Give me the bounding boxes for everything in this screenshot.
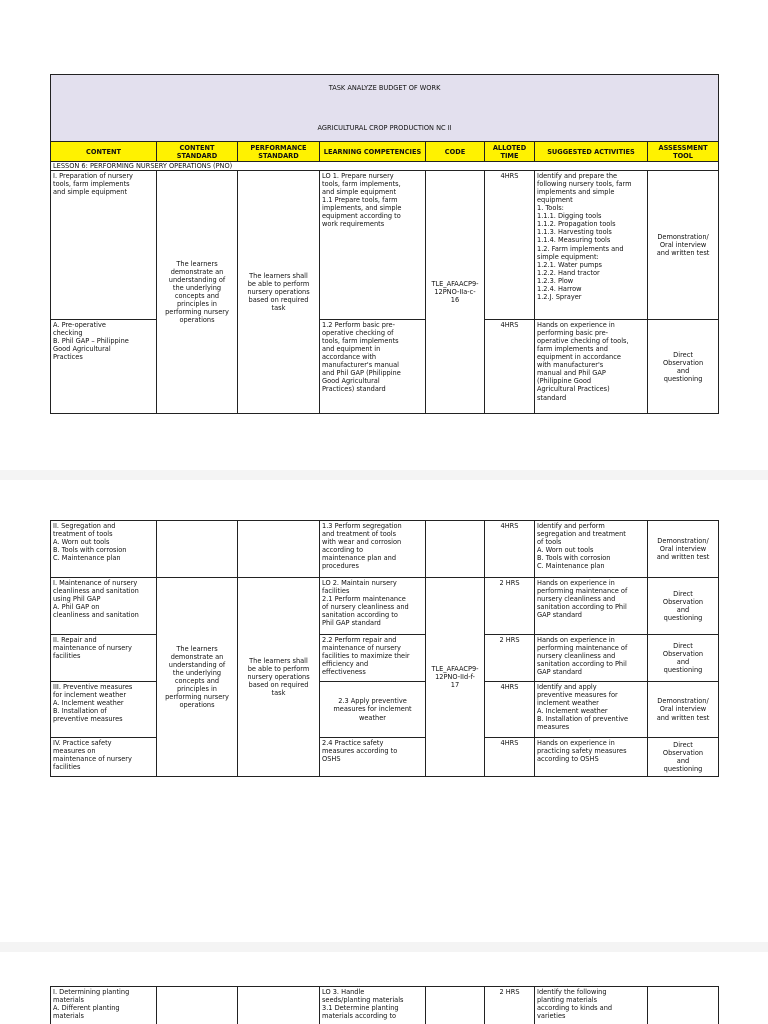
time-cell: 4HRS [485,171,535,320]
table-row [51,738,719,777]
activities-cell: Hands on experience in practicing safety measures according to OSHS [535,738,648,777]
time-cell: 4HRS [485,320,535,414]
code-cell: TLE_AFAACP9- 12PNO-IIa-c- 16 [426,171,485,414]
time-cell: 4HRS [485,521,535,578]
table-row [51,987,719,1024]
content-cell: II. Repair and maintenance of nursery facilities [51,635,157,682]
activities-cell: Identify the following planting materials according to kinds and varieties [535,987,648,1024]
code-cell-empty [426,987,485,1024]
table-row [51,578,719,635]
header-content-standard: CONTENT STANDARD [157,142,238,162]
activities-cell: Hands on experience in performing basic pre- operative checking of tools, farm implements and equipment in accordance with manufacturer's manual and Phil GAP (Philippine Good Agricultural Practices) standard [535,320,648,414]
document-subtitle: AGRICULTURAL CROP PRODUCTION NC II [317,124,452,133]
performance-standard-cell-empty [238,987,320,1024]
content-cell: I. Preparation of nursery tools, farm implements and simple equipment [51,171,157,320]
time-cell: 4HRS [485,738,535,777]
competency-cell: LO 2. Maintain nursery facilities 2.1 Perform maintenance of nursery cleanliness and sanitation according to Phil GAP standard [320,578,426,635]
activities-cell: Identify and prepare the following nursery tools, farm implements and simple equipment 1. Tools: 1.1.1. Digging tools 1.1.2. Propagation tools 1.1.3. Harvesting tools 1.1.4. Measuring tools 1.2. Farm implements and simple equipment: 1.2.1. Water pumps 1.2.2. Hand tractor 1.2.3. Plow 1.2.4. Harrow 1.2.J. Sprayer [535,171,648,320]
competency-cell: 2.3 Apply preventive measures for inclement weather [320,682,426,738]
time-cell: 2 HRS [485,635,535,682]
assessment-cell: Direct Observation and questioning [648,320,719,414]
header-alloted-time: ALLOTED TIME [485,142,535,162]
competency-cell: 1.2 Perform basic pre- operative checking of tools, farm implements and equipment in accordance with manufacturer's manual and Phil GAP (Philippine Good Agricultural Practices) standard [320,320,426,414]
time-cell: 2 HRS [485,578,535,635]
header-performance-standard: PERFORMANCE STANDARD [238,142,320,162]
content-standard-cell-empty [157,521,238,578]
content-cell: A. Pre-operative checking B. Phil GAP – Philippine Good Agricultural Practices [51,320,157,414]
table-row [51,320,719,414]
table-row [51,521,719,578]
competency-cell: 1.3 Perform segregation and treatment of tools with wear and corrosion according to maintenance plan and procedures [320,521,426,578]
budget-of-work-table-3 [50,986,719,1024]
performance-standard-cell: The learners shall be able to perform nursery operations based on required task [238,578,320,777]
time-cell: 2 HRS [485,987,535,1024]
activities-cell: Hands on experience in performing maintenance of nursery cleanliness and sanitation according to Phil GAP standard [535,578,648,635]
document-title-cell [51,75,719,142]
assessment-cell: Direct Observation and questioning [648,635,719,682]
content-cell: I. Maintenance of nursery cleanliness and sanitation using Phil GAP A. Phil GAP on cleanliness and sanitation [51,578,157,635]
code-cell-empty [426,521,485,578]
performance-standard-cell: The learners shall be able to perform nursery operations based on required task [238,171,320,414]
header-learning-competencies: LEARNING COMPETENCIES [320,142,426,162]
activities-cell: Identify and perform segregation and treatment of tools A. Worn out tools B. Tools with corrosion C. Maintenance plan [535,521,648,578]
competency-cell: LO 3. Handle seeds/planting materials 3.1 Determine planting materials according to [320,987,426,1024]
content-standard-cell: The learners demonstrate an understanding of the underlying concepts and principles in performing nursery operations [157,171,238,414]
assessment-cell: Direct Observation and questioning [648,578,719,635]
table-row [51,635,719,682]
assessment-cell-empty [648,987,719,1024]
lesson-title: LESSON 6: PERFORMING NURSERY OPERATIONS (PNO) [51,162,719,171]
budget-of-work-table-2 [50,520,719,777]
assessment-cell: Demonstration/ Oral interview and written test [648,682,719,738]
code-cell: TLE_AFAACP9- 12PNO-IId-f- 17 [426,578,485,777]
table-row [51,682,719,738]
content-standard-cell: The learners demonstrate an understanding of the underlying concepts and principles in performing nursery operations [157,578,238,777]
header-row [51,142,719,162]
activities-cell: Hands on experience in performing maintenance of nursery cleanliness and sanitation according to Phil GAP standard [535,635,648,682]
content-cell: I. Determining planting materials A. Different planting materials [51,987,157,1024]
header-code: CODE [426,142,485,162]
content-cell: II. Segregation and treatment of tools A. Worn out tools B. Tools with corrosion C. Maintenance plan [51,521,157,578]
document-title: TASK ANALYZE BUDGET OF WORK [328,84,441,93]
competency-cell: 2.2 Perform repair and maintenance of nursery facilities to maximize their efficiency and effectiveness [320,635,426,682]
time-cell: 4HRS [485,682,535,738]
content-cell: III. Preventive measures for inclement weather A. Inclement weather B. Installation of preventive measures [51,682,157,738]
header-content: CONTENT [51,142,157,162]
competency-cell: LO 1. Prepare nursery tools, farm implements, and simple equipment 1.1 Prepare tools, farm implements, and simple equipment according to work requirements [320,171,426,320]
activities-cell: Identify and apply preventive measures for inclement weather A. Inclement weather B. Installation of preventive measures [535,682,648,738]
assessment-cell: Direct Observation and questioning [648,738,719,777]
table-row [51,171,719,320]
assessment-cell: Demonstration/ Oral interview and written test [648,171,719,320]
budget-of-work-table-1 [50,74,719,414]
content-standard-cell-empty [157,987,238,1024]
header-assessment-tool: ASSESSMENT TOOL [648,142,719,162]
header-suggested-activities: SUGGESTED ACTIVITIES [535,142,648,162]
assessment-cell: Demonstration/ Oral interview and written test [648,521,719,578]
performance-standard-cell-empty [238,521,320,578]
competency-cell: 2.4 Practice safety measures according to OSHS [320,738,426,777]
content-cell: IV. Practice safety measures on maintenance of nursery facilities [51,738,157,777]
